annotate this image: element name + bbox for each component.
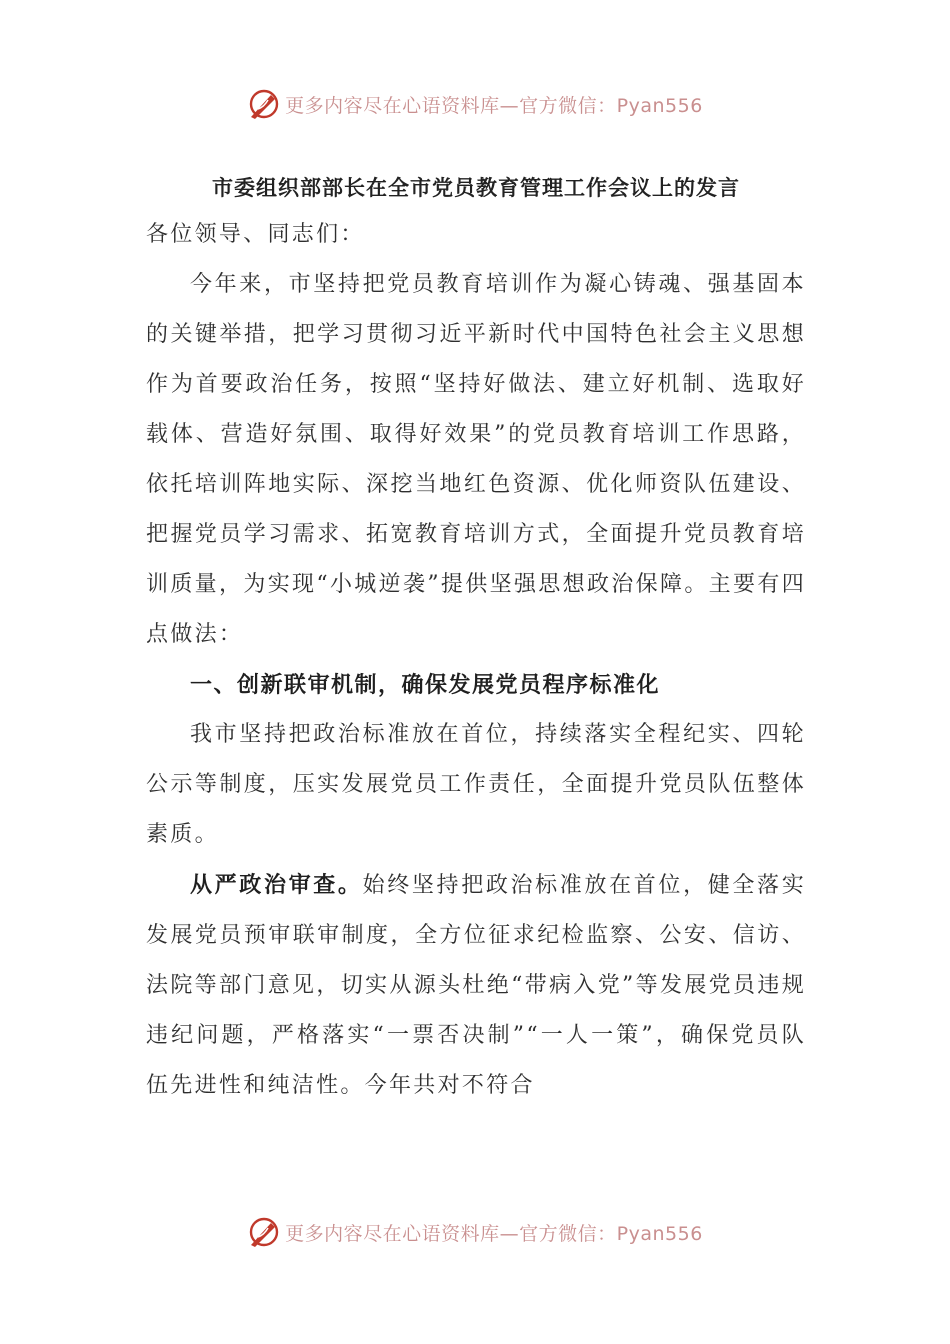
document-body	[146, 170, 806, 1111]
pen-nib-logo-icon	[247, 1215, 281, 1249]
political-review-paragraph	[146, 860, 806, 1111]
section-1-heading: 一、创新联审机制，确保发展党员程序标准化	[190, 672, 661, 698]
watermark-banner-top	[0, 84, 950, 124]
paragraph-body-text: 始终坚持把政治标准放在首位，健全落实发展党员预审联审制度，全方位征求纪检监察、公安、信访、法院等部门意见，切实从源头杜绝“带病入党”等发展党员违规违纪问题，严格落实“一票否决制”“一人一策”，确保党员队伍先进性和纯洁性。今年共对不符合	[146, 873, 806, 1098]
pen-nib-logo-icon	[247, 87, 281, 121]
watermark-text: 更多内容尽在心语资料库—官方微信：Pyan556	[285, 94, 703, 117]
salutation: 各位领导、同志们：	[146, 222, 365, 247]
document-title: 市委组织部部长在全市党员教育管理工作会议上的发言	[212, 175, 740, 200]
paragraph-lead-phrase: 从严政治审查。	[190, 872, 363, 898]
watermark-text: 更多内容尽在心语资料库—官方微信：Pyan556	[285, 1222, 703, 1245]
watermark-banner-bottom	[0, 1212, 950, 1252]
intro-paragraph: 今年来，市坚持把党员教育培训作为凝心铸魂、强基固本的关键举措，把学习贯彻习近平新时代中国特色社会主义思想作为首要政治任务，按照“坚持好做法、建立好机制、选取好载体、营造好氛围、取得好效果”的党员教育培训工作思路，依托培训阵地实际、深挖当地红色资源、优化师资队伍建设、把握党员学习需求、拓宽教育培训方式，全面提升党员教育培训质量，为实现“小城逆袭”提供坚强思想政治保障。主要有四点做法：	[146, 272, 806, 647]
section-1-paragraph: 我市坚持把政治标准放在首位，持续落实全程纪实、四轮公示等制度，压实发展党员工作责任，全面提升党员队伍整体素质。	[146, 722, 806, 847]
